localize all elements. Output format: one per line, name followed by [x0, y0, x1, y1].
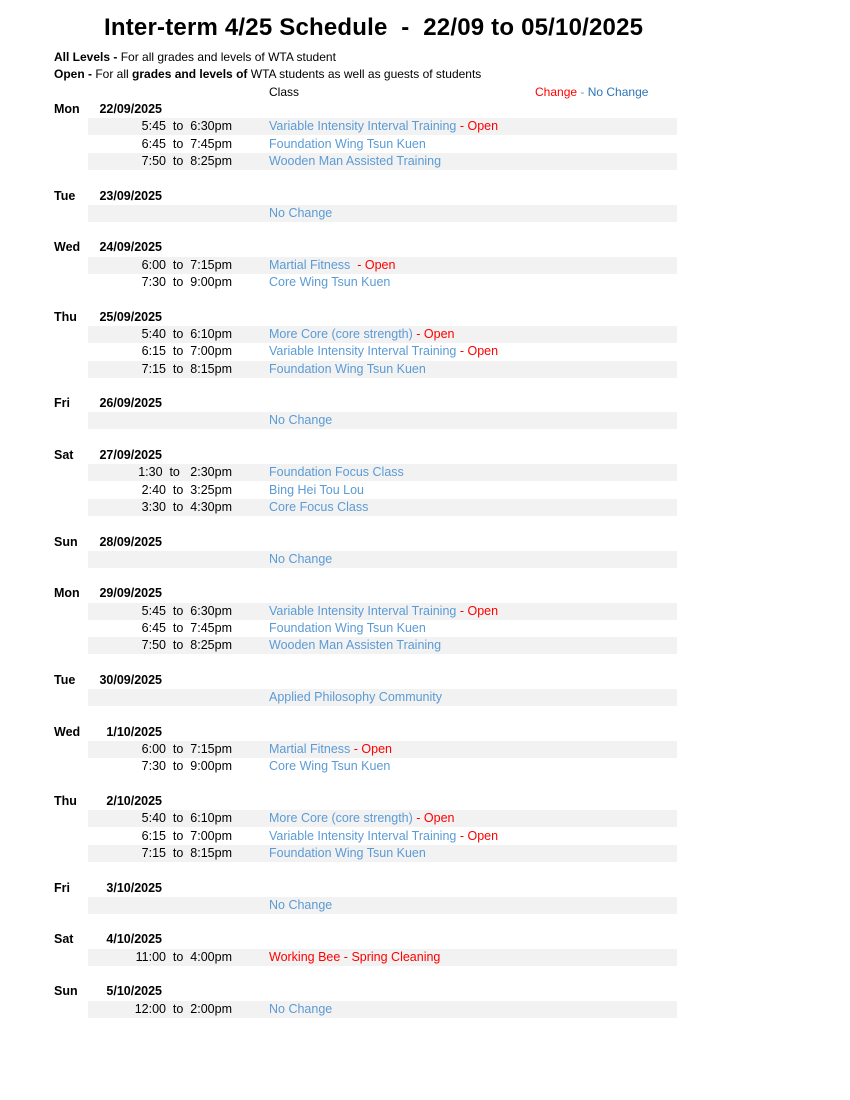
class-entry — [269, 828, 498, 845]
legend-open-text-bold: grades and levels of — [132, 67, 248, 81]
day-date: 28/09/2025 — [99, 534, 162, 549]
no-change-label: No Change — [587, 85, 649, 99]
class-name: No Change — [269, 897, 333, 912]
legend-all-levels-text: For all grades and levels of WTA student — [117, 50, 336, 64]
class-entry — [269, 620, 426, 637]
class-name: No Change — [269, 1001, 333, 1016]
schedule-row — [88, 689, 677, 706]
day-header — [54, 931, 674, 948]
schedule-row — [88, 949, 677, 966]
class-entry — [269, 499, 368, 516]
day-date: 30/09/2025 — [99, 672, 162, 687]
open-tag: - Open — [456, 603, 499, 618]
class-time: 6:15 to 7:00pm — [141, 828, 232, 843]
schedule-row — [88, 637, 677, 654]
day-date: 2/10/2025 — [106, 794, 162, 808]
day-name: Sat — [54, 932, 74, 947]
day-header — [54, 395, 674, 412]
legend-open-text-2: WTA students as well as guests of students — [247, 67, 482, 81]
class-time: 11:00 to 4:00pm — [135, 949, 232, 964]
schedule-row — [88, 464, 677, 481]
day-name: Tue — [54, 188, 76, 203]
day-header — [54, 309, 674, 326]
day-name: Wed — [54, 240, 81, 255]
class-name: Working Bee - Spring Cleaning — [269, 949, 441, 964]
day-header — [54, 724, 674, 741]
class-entry — [269, 482, 364, 499]
day-name: Fri — [54, 880, 70, 895]
schedule-row — [88, 205, 677, 222]
day-date: 5/10/2025 — [106, 984, 162, 999]
class-name: Variable Intensity Interval Training — [269, 344, 457, 359]
class-name: Foundation Wing Tsun Kuen — [269, 361, 426, 376]
open-tag: - Open — [456, 119, 499, 134]
class-entry — [269, 343, 498, 360]
day-name: Mon — [54, 586, 80, 601]
schedule-row — [88, 897, 677, 914]
class-name: Core Wing Tsun Kuen — [269, 275, 391, 289]
class-time: 5:45 to 6:30pm — [141, 119, 232, 134]
schedule-row — [88, 326, 677, 343]
day-name: Sun — [54, 534, 78, 549]
day-header — [54, 447, 674, 464]
class-entry — [269, 464, 404, 481]
class-name: Wooden Man Assisted Training — [269, 153, 442, 168]
day-name: Tue — [54, 672, 76, 687]
class-name: More Core (core strength) — [269, 326, 413, 341]
class-entry — [269, 136, 426, 153]
class-entry — [269, 1001, 332, 1018]
class-name: More Core (core strength) — [269, 811, 413, 826]
class-name: Foundation Wing Tsun Kuen — [269, 136, 426, 151]
day-date: 23/09/2025 — [99, 188, 162, 203]
change-label: Change — [535, 85, 578, 99]
class-entry — [269, 897, 332, 914]
class-time: 5:40 to 6:10pm — [141, 326, 232, 341]
schedule-row — [88, 361, 677, 378]
day-date: 27/09/2025 — [99, 448, 162, 462]
class-entry — [269, 274, 390, 291]
schedule-row — [88, 118, 677, 135]
schedule-row — [88, 758, 677, 775]
legend-all-levels-key: All Levels - — [54, 50, 118, 64]
legend-open — [54, 67, 481, 81]
class-entry — [269, 118, 498, 135]
class-time: 7:30 to 9:00pm — [141, 759, 232, 774]
day-date: 4/10/2025 — [106, 932, 162, 947]
day-date: 26/09/2025 — [99, 396, 162, 411]
day-name: Thu — [54, 309, 77, 324]
day-date: 1/10/2025 — [106, 724, 162, 739]
schedule-row — [88, 257, 677, 274]
class-name: Foundation Focus Class — [269, 465, 404, 480]
open-tag: - Open — [350, 742, 392, 757]
class-name: Variable Intensity Interval Training — [269, 119, 457, 134]
class-name: Bing Hei Tou Lou — [269, 482, 364, 497]
class-entry — [269, 153, 441, 170]
legend-all-levels — [54, 50, 336, 64]
day-header — [54, 585, 674, 602]
class-entry — [269, 326, 455, 343]
class-entry — [269, 257, 395, 274]
legend-open-key: Open - — [54, 67, 92, 81]
class-name: No Change — [269, 551, 333, 566]
class-name: Foundation Wing Tsun Kuen — [269, 621, 426, 635]
day-name: Sat — [54, 448, 74, 462]
day-name: Sun — [54, 984, 78, 999]
class-name: Martial Fitness — [269, 742, 351, 757]
schedule-row — [88, 551, 677, 568]
class-entry — [269, 551, 332, 568]
open-tag: - Open — [353, 257, 396, 272]
class-time: 7:50 to 8:25pm — [141, 153, 232, 168]
day-date: 24/09/2025 — [99, 240, 162, 255]
legend-open-text-1: For all — [92, 67, 133, 81]
day-name: Fri — [54, 396, 70, 411]
class-entry — [269, 949, 440, 966]
schedule-row — [88, 810, 677, 827]
day-header — [54, 983, 674, 1000]
class-entry — [269, 205, 332, 222]
class-entry — [269, 412, 332, 429]
schedule-row — [88, 499, 677, 516]
class-entry — [269, 741, 392, 758]
class-entry — [269, 810, 455, 827]
day-header — [54, 101, 674, 118]
schedule-row — [88, 274, 677, 291]
class-time: 5:45 to 6:30pm — [141, 603, 232, 618]
schedule-row — [88, 603, 677, 620]
day-header — [54, 672, 674, 689]
day-header — [54, 880, 674, 897]
class-name: Martial Fitness — [269, 257, 354, 272]
day-header — [54, 188, 674, 205]
class-time: 12:00 to 2:00pm — [134, 1001, 232, 1016]
class-name: No Change — [269, 413, 333, 428]
class-time: 6:15 to 7:00pm — [141, 344, 232, 359]
open-tag: - Open — [412, 326, 455, 341]
class-time: 7:30 to 9:00pm — [141, 275, 232, 289]
day-header — [54, 534, 674, 551]
class-time: 7:50 to 8:25pm — [141, 638, 232, 653]
schedule-row — [88, 620, 677, 637]
class-name: Variable Intensity Interval Training — [269, 828, 457, 843]
class-time: 1:30 to 2:30pm — [138, 465, 232, 480]
class-entry — [269, 637, 441, 654]
class-time: 2:40 to 3:25pm — [141, 482, 232, 497]
class-time: 6:00 to 7:15pm — [141, 742, 232, 757]
class-name: Foundation Wing Tsun Kuen — [269, 845, 426, 860]
day-name: Thu — [54, 794, 77, 808]
class-time: 6:45 to 7:45pm — [141, 621, 232, 635]
schedule-row — [88, 1001, 677, 1018]
change-legend-sep: - — [577, 85, 588, 99]
class-column-header: Class — [269, 85, 300, 99]
day-header — [54, 793, 674, 810]
change-legend — [535, 85, 648, 99]
schedule-row — [88, 828, 677, 845]
class-name: Core Focus Class — [269, 499, 369, 514]
class-entry — [269, 361, 426, 378]
class-name: No Change — [269, 205, 333, 220]
schedule-row — [88, 482, 677, 499]
class-time: 6:45 to 7:45pm — [141, 136, 232, 151]
schedule-row — [88, 343, 677, 360]
day-date: 29/09/2025 — [99, 586, 162, 601]
open-tag: - Open — [412, 811, 455, 826]
class-time: 7:15 to 8:15pm — [141, 361, 232, 376]
day-name: Wed — [54, 724, 81, 739]
class-time: 7:15 to 8:15pm — [141, 845, 232, 860]
schedule-row — [88, 845, 677, 862]
class-name: Applied Philosophy Community — [269, 690, 443, 705]
day-header — [54, 239, 674, 256]
day-date: 25/09/2025 — [99, 309, 162, 324]
schedule-row — [88, 153, 677, 170]
class-entry — [269, 603, 498, 620]
class-entry — [269, 845, 426, 862]
class-time: 6:00 to 7:15pm — [141, 257, 232, 272]
schedule-row — [88, 136, 677, 153]
schedule-row — [88, 412, 677, 429]
schedule-row — [88, 741, 677, 758]
day-date: 22/09/2025 — [99, 102, 162, 116]
day-date: 3/10/2025 — [106, 880, 162, 895]
page-title: Inter-term 4/25 Schedule - 22/09 to 05/10/2025 — [104, 14, 644, 41]
class-time: 5:40 to 6:10pm — [141, 811, 232, 826]
open-tag: - Open — [456, 828, 499, 843]
class-name: Variable Intensity Interval Training — [269, 603, 457, 618]
open-tag: - Open — [456, 344, 499, 359]
class-name: Wooden Man Assisten Training — [269, 638, 442, 653]
class-entry — [269, 758, 390, 775]
class-entry — [269, 689, 442, 706]
day-name: Mon — [54, 102, 80, 116]
class-time: 3:30 to 4:30pm — [141, 499, 232, 514]
class-name: Core Wing Tsun Kuen — [269, 759, 391, 774]
